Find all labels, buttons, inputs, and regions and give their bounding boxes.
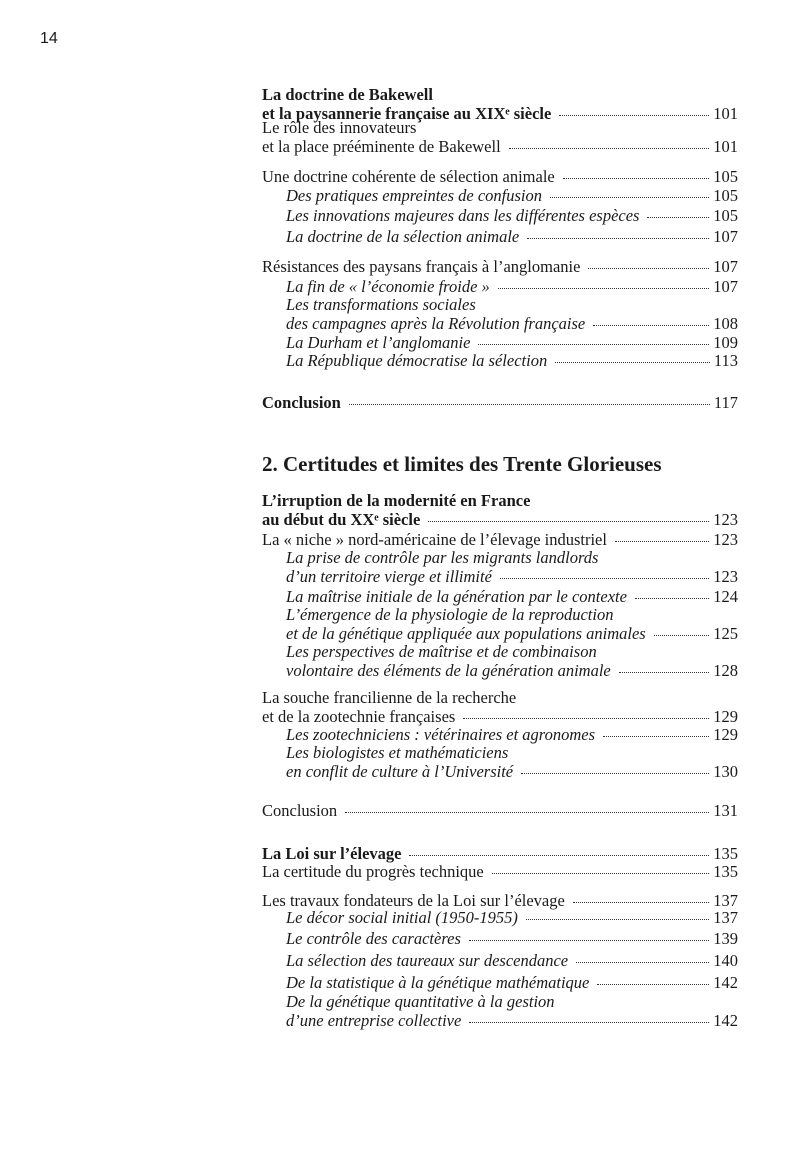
toc-entry [286, 296, 738, 333]
toc-entry-title: volontaire des éléments de la génération animale [286, 660, 611, 680]
toc-entry-title: Les travaux fondateurs de la Loi sur l’élevage [262, 891, 565, 910]
toc-entry [286, 930, 738, 949]
toc-entry-title: L’irruption de la modernité en France [262, 491, 531, 510]
dot-leader [563, 178, 710, 179]
toc-entry [286, 952, 738, 971]
toc-entry-title: Le contrôle des caractères [286, 929, 461, 948]
dot-leader [573, 902, 709, 903]
toc-entry-page: 107 [713, 257, 738, 276]
dot-leader [603, 736, 709, 737]
toc-entry [286, 588, 738, 607]
dot-leader [349, 404, 710, 405]
toc-entry-title: L’émergence de la physiologie de la reproduction [286, 605, 614, 624]
toc-entry-page: 131 [713, 801, 738, 820]
toc-entry-page: 129 [713, 706, 738, 726]
toc-entry-title: et la paysannerie française au XIXᵉ siècle [262, 103, 552, 123]
dot-leader [597, 984, 709, 985]
toc-entry [286, 909, 738, 928]
toc-entry-page: 137 [713, 908, 738, 927]
toc-entry-page: 129 [713, 725, 738, 744]
dot-leader [409, 855, 709, 856]
toc-entry [262, 119, 738, 156]
toc-entry-title: La souche francilienne de la recherche [262, 688, 517, 707]
toc-entry-page: 105 [713, 167, 738, 186]
toc-entry [286, 974, 738, 993]
toc-entry-title: Une doctrine cohérente de sélection animale [262, 167, 555, 186]
toc-entry [262, 492, 738, 529]
toc-entry [262, 168, 738, 187]
toc-entry [262, 531, 738, 550]
toc-entry-title: La République démocratise la sélection [286, 351, 548, 370]
toc-entry-title: Conclusion [262, 801, 338, 820]
dot-leader [635, 598, 709, 599]
toc-entry-page: 113 [713, 351, 738, 370]
dot-leader [588, 268, 709, 269]
toc-entry-title: La doctrine de Bakewell [262, 85, 433, 104]
dot-leader [428, 521, 709, 522]
dot-leader [550, 197, 709, 198]
toc-entry-title: La maîtrise initiale de la génération par le contexte [286, 587, 627, 606]
toc-entry [262, 258, 738, 277]
toc-entry [286, 352, 738, 371]
toc-entry [262, 802, 738, 821]
toc-entry-title: De la statistique à la génétique mathématique [286, 973, 590, 992]
toc-entry-title: Les innovations majeures dans les différentes espèces [286, 206, 640, 225]
toc-entry-title: De la génétique quantitative à la gestion [286, 992, 555, 1011]
dot-leader [526, 919, 709, 920]
toc-entry-page: 130 [713, 761, 738, 781]
dot-leader [345, 812, 709, 813]
toc-entry-title: Conclusion [262, 393, 341, 412]
toc-entry [286, 606, 738, 643]
toc-entry-page: 109 [713, 333, 738, 352]
toc-entry [286, 334, 738, 353]
toc-entry [286, 549, 738, 586]
toc-entry [286, 643, 738, 680]
toc-entry-page: 142 [713, 1010, 738, 1030]
dot-leader [559, 115, 709, 116]
toc-entry-title: La sélection des taureaux sur descendance [286, 951, 569, 970]
toc-entry [286, 993, 738, 1030]
toc-entry-page: 124 [713, 587, 738, 606]
toc-entry [262, 394, 738, 413]
toc-entry-title: et de la génétique appliquée aux populations animales [286, 623, 646, 643]
dot-leader [469, 940, 709, 941]
toc-entry-page: 137 [713, 891, 738, 910]
toc-entry-page: 108 [713, 313, 738, 333]
toc-entry-page: 123 [713, 566, 738, 586]
toc-entry-title: d’une entreprise collective [286, 1010, 462, 1030]
dot-leader [509, 148, 710, 149]
toc-entry [286, 207, 738, 226]
toc-entry [262, 863, 738, 882]
dot-leader [498, 288, 709, 289]
dot-leader [527, 238, 709, 239]
toc-entry-title: des campagnes après la Révolution française [286, 313, 586, 333]
toc-entry-page: 117 [713, 393, 738, 412]
toc-entry-page: 125 [713, 623, 738, 643]
toc-entry-title: Des pratiques empreintes de confusion [286, 186, 543, 205]
dot-leader [619, 672, 710, 673]
toc-entry-page: 107 [713, 227, 738, 246]
dot-leader [576, 962, 709, 963]
toc-entry-title: Les zootechniciens : vétérinaires et agronomes [286, 725, 596, 744]
toc-entry [262, 845, 738, 864]
toc-entry-page: 101 [713, 103, 738, 123]
dot-leader [463, 718, 709, 719]
toc-entry-title: La doctrine de la sélection animale [286, 227, 520, 246]
toc-entry [286, 187, 738, 206]
dot-leader [615, 541, 709, 542]
toc-entry-title: La prise de contrôle par les migrants landlords [286, 548, 599, 567]
page-number: 14 [40, 30, 58, 47]
toc-entry-page: 105 [713, 186, 738, 205]
toc-entry-page: 128 [713, 660, 738, 680]
dot-leader [478, 344, 709, 345]
dot-leader [593, 325, 709, 326]
chapter-title: 2. Certitudes et limites des Trente Glorieuses [262, 452, 662, 476]
toc-entry [262, 689, 738, 726]
toc-entry-page: 123 [713, 509, 738, 529]
toc-entry-title: La fin de « l’économie froide » [286, 277, 490, 296]
toc-entry-page: 140 [713, 951, 738, 970]
toc-entry-title: La Loi sur l’élevage [262, 844, 402, 863]
toc-entry-page: 105 [713, 206, 738, 225]
toc-entry-page: 135 [713, 844, 738, 863]
toc-entry [286, 228, 738, 247]
dot-leader [654, 635, 710, 636]
dot-leader [500, 578, 709, 579]
toc-entry-title: Le décor social initial (1950-1955) [286, 908, 518, 927]
toc-entry-page: 101 [713, 136, 738, 156]
toc-entry-title: d’un territoire vierge et illimité [286, 566, 492, 586]
toc-entry-title: La Durham et l’anglomanie [286, 333, 471, 352]
toc-entry-title: Les biologistes et mathématiciens [286, 743, 509, 762]
toc-entry-page: 142 [713, 973, 738, 992]
dot-leader [492, 873, 710, 874]
toc-entry-title: et la place prééminente de Bakewell [262, 136, 501, 156]
toc-entry-page: 107 [713, 277, 738, 296]
toc-entry-title: Résistances des paysans français à l’anglomanie [262, 257, 581, 276]
toc-entry-title: au début du XXᵉ siècle [262, 509, 421, 529]
toc-entry-title: Le rôle des innovateurs [262, 118, 417, 137]
toc-entry [286, 278, 738, 297]
toc-entry-title: Les perspectives de maîtrise et de combinaison [286, 642, 597, 661]
dot-leader [521, 773, 709, 774]
toc-entry-title: en conflit de culture à l’Université [286, 761, 514, 781]
toc-entry [286, 726, 738, 745]
dot-leader [469, 1022, 709, 1023]
dot-leader [555, 362, 710, 363]
toc-entry-page: 139 [713, 929, 738, 948]
toc-entry [286, 744, 738, 781]
toc-entry-title: et de la zootechnie françaises [262, 706, 456, 726]
toc-entry-page: 135 [713, 862, 738, 881]
toc-entry-title: La « niche » nord-américaine de l’élevage industriel [262, 530, 607, 549]
dot-leader [647, 217, 709, 218]
toc-entry-title: La certitude du progrès technique [262, 862, 484, 881]
toc-entry-page: 123 [713, 530, 738, 549]
toc-entry-title: Les transformations sociales [286, 295, 476, 314]
